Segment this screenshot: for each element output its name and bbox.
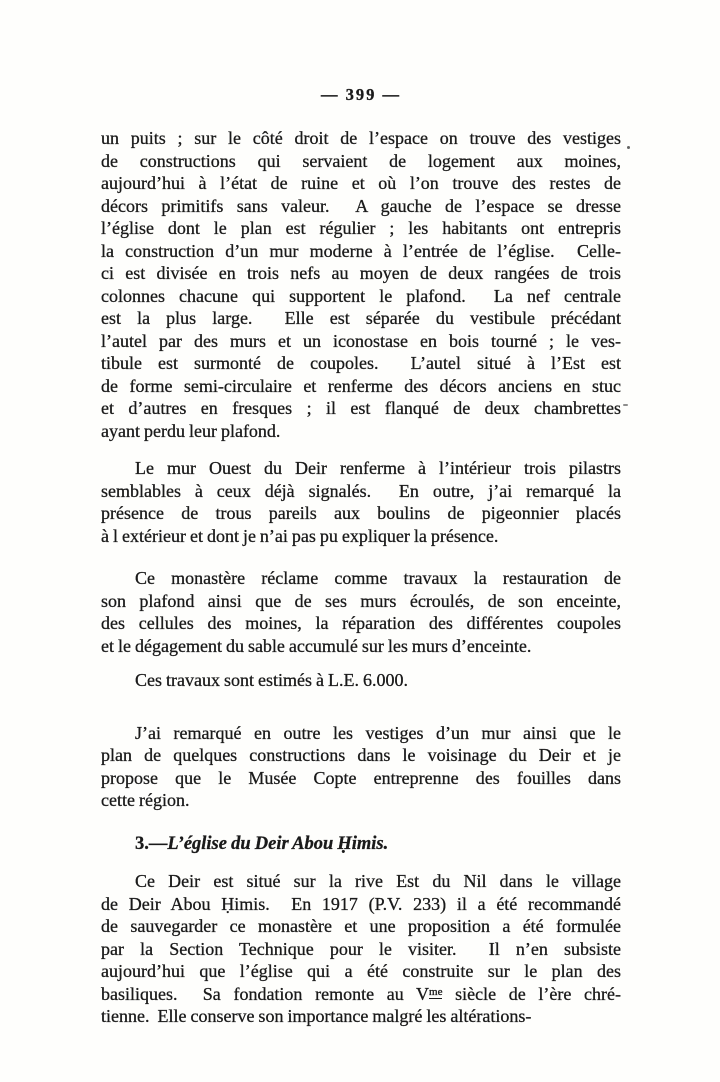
text-line: présence de trous pareils aux boulins de pigeonnier placés	[101, 503, 621, 523]
paragraph	[101, 669, 621, 692]
text-line: de Deir Abou Ḥimis. En 1917 (P.V. 233) il a été recommandé	[101, 893, 621, 914]
text-line: aujourd’hui à l’état de ruine et où l’on trouve des restes de	[101, 173, 621, 193]
section-heading	[135, 833, 621, 856]
paragraph	[101, 457, 621, 547]
text-line: colonnes chacune qui supportent le plafond. La nef centrale	[101, 285, 621, 306]
text-line: l’autel par des murs et un iconostase en bois tourné ; le ves-	[101, 330, 621, 351]
text-line: la construction d’un mur moderne à l’entrée de l’église. Celle-	[101, 240, 621, 261]
heading-number: 3.—	[135, 833, 168, 854]
text-line: propose que le Musée Copte entreprenne des fouilles dans	[101, 767, 621, 788]
paragraph	[101, 567, 621, 657]
text-line: de constructions qui servaient de logement aux moines,	[101, 150, 621, 171]
heading-title: L’église du Deir Abou Ḥimis.	[167, 833, 389, 854]
text-line: et le dégagement du sable accumulé sur les murs d’enceinte.	[101, 635, 532, 656]
text-line: tibule est surmonté de coupoles. L’autel situé à l’Est est	[101, 353, 621, 373]
paragraph	[101, 127, 621, 442]
text-line: et d’autres en fresques ; il est flanqué de deux chambrettes	[101, 398, 621, 418]
page-body	[101, 127, 621, 1028]
text-line: basiliques. Sa fondation remonte au $V^{me}$ siècle de l’ère chré-	[101, 983, 621, 1004]
text-line: Ces travaux sont estimés à L.E. 6.000.	[135, 670, 408, 690]
text-line: semblables à ceux déjà signalés. En outre, j’ai remarqué la	[101, 480, 621, 501]
scan-speck	[623, 404, 628, 406]
text-line: des cellules des moines, la réparation des différentes coupoles	[101, 613, 621, 633]
text-line: par la Section Technique pour le visiter. Il n’en subsiste	[101, 938, 621, 959]
text-line: plan de quelques constructions dans le voisinage du Deir et je	[101, 745, 621, 765]
page-number: — 399 —	[321, 85, 401, 104]
text-line: son plafond ainsi que de ses murs écroulés, de son enceinte,	[101, 590, 621, 611]
text-line: aujourd’hui que l’église qui a été construite sur le plan des	[101, 961, 621, 981]
paragraph	[101, 722, 621, 812]
scan-speck	[627, 146, 630, 149]
text-line: décors primitifs sans valeur. A gauche de l’espace se dresse	[101, 195, 621, 216]
text-line: de sauvegarder ce monastère et une proposition a été formulée	[101, 916, 621, 936]
text-line: Ce Deir est situé sur la rive Est du Nil dans le village	[135, 871, 621, 891]
text-line: ci est divisée en trois nefs au moyen de deux rangées de trois	[101, 263, 621, 283]
text-line: est la plus large. Elle est séparée du vestibule précédant	[101, 308, 621, 328]
text-line: J’ai remarqué en outre les vestiges d’un mur ainsi que le	[135, 722, 621, 743]
text-line: de forme semi-circulaire et renferme des décors anciens en stuc	[101, 375, 621, 396]
text-line: cette région.	[101, 790, 190, 810]
text-line: un puits ; sur le côté droit de l’espace on trouve des vestiges	[101, 128, 621, 148]
text-line: à l extérieur et dont je n’ai pas pu expliquer la présence.	[101, 525, 499, 546]
text-line: l’église dont le plan est régulier ; les habitants ont entrepris	[101, 218, 621, 238]
text-line: ayant perdu leur plafond.	[101, 420, 281, 441]
text-line: Le mur Ouest du Deir renferme à l’intérieur trois pilastrs	[135, 458, 621, 478]
text-line: Ce monastère réclame comme travaux la restauration de	[135, 568, 621, 588]
paragraph	[101, 870, 621, 1028]
text-line: tienne. Elle conserve son importance malgré les altérations-	[101, 1006, 532, 1026]
